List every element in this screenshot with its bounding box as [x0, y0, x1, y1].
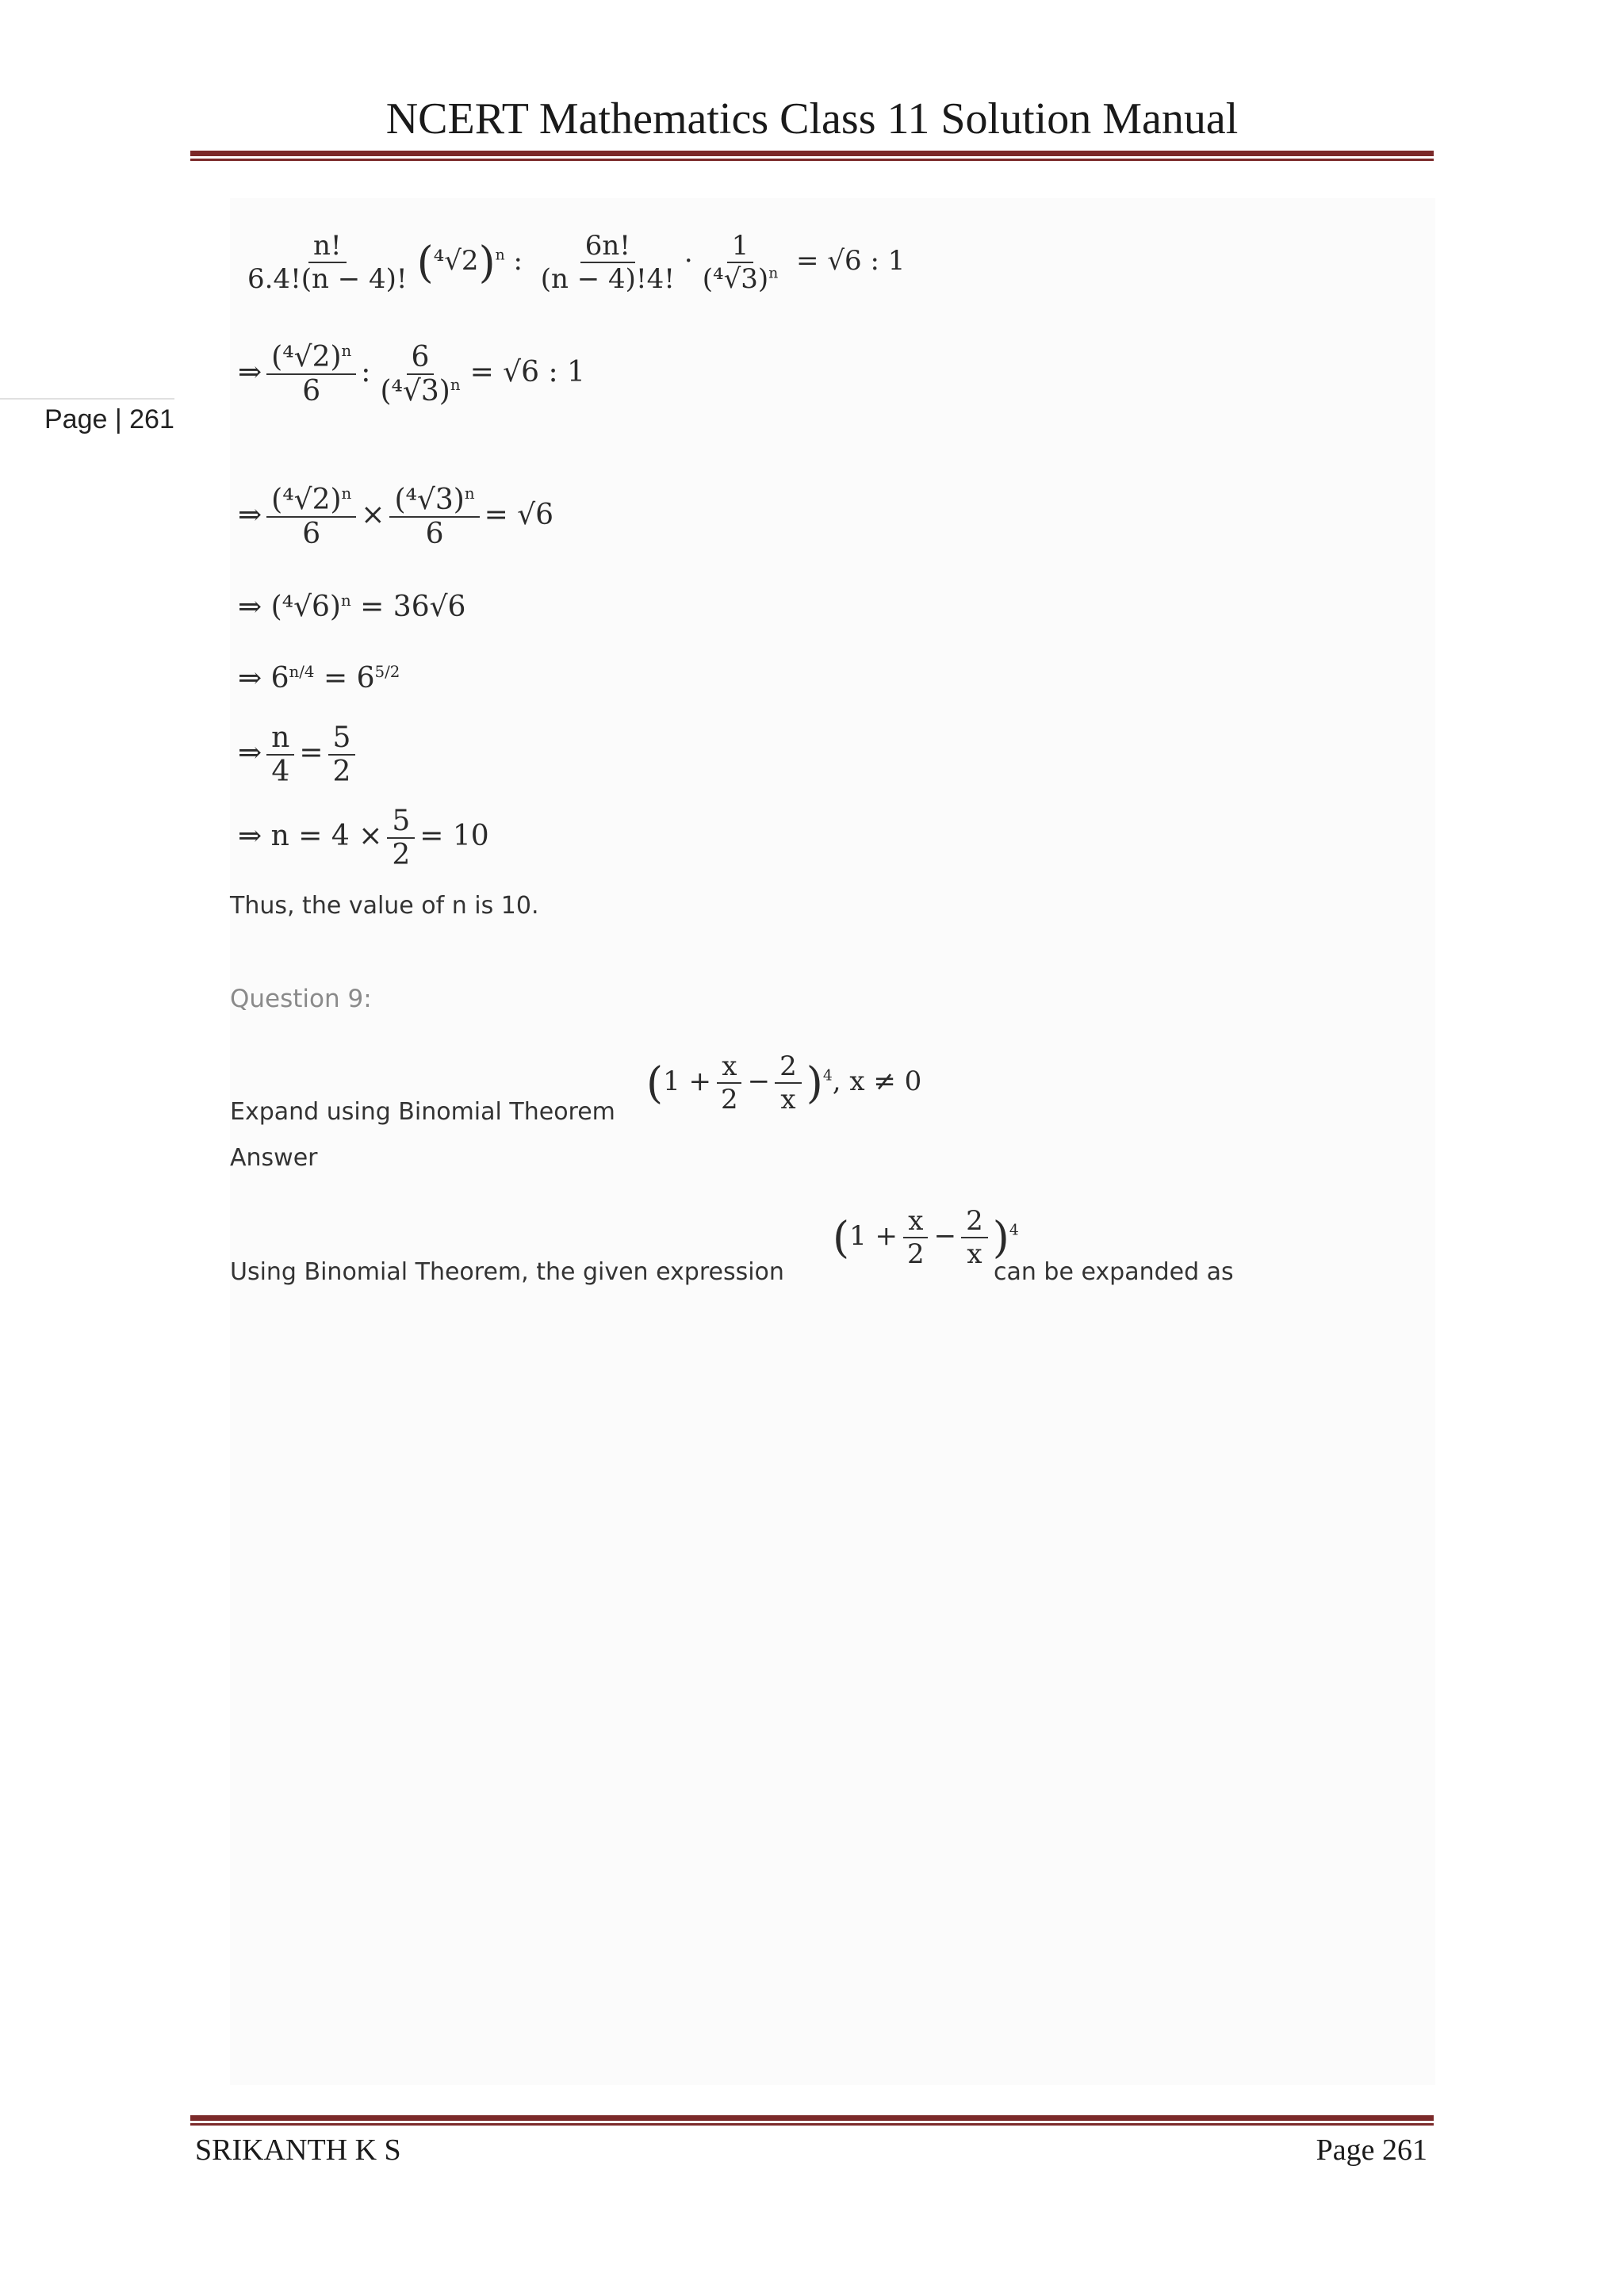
equation-2: ⇒ $\frac{(^4√2)^n}{6}$ : $\frac{6}{(^4√3)^n}$ = √6 : 1: [238, 341, 585, 408]
equation-4: ⇒ $(^4√6)^n = 36√6$: [238, 591, 466, 623]
equation-5: ⇒ $6^{n/4} = 6^{5/2}$: [238, 662, 400, 695]
page-header-title: NCERT Mathematics Class 11 Solution Manual: [385, 94, 1239, 144]
margin-page-label: Page | 261: [44, 404, 174, 434]
margin-divider: [0, 398, 174, 400]
footer-page-number: Page 261: [1316, 2133, 1427, 2167]
conclusion-text: Thus, the value of n is 10.: [230, 892, 539, 920]
question-expression: (1 + $\frac{x}{2}$ − $\frac{2}{x}$ )$^4$, x ≠ 0: [646, 1050, 922, 1115]
footer-rule-thin: [190, 2123, 1434, 2126]
question-label: Question 9:: [230, 985, 372, 1013]
equation-7: ⇒ n = 4 × $\frac{5}{2}$ = 10: [238, 805, 489, 871]
question-text: Expand using Binomial Theorem: [230, 1098, 615, 1126]
answer-text-before: Using Binomial Theorem, the given expression: [230, 1258, 784, 1286]
footer-author: SRIKANTH K S: [195, 2133, 401, 2167]
answer-text-after: can be expanded as: [994, 1258, 1234, 1286]
equation-1: $\frac{n!}{6.4!(n - 4)!}$ $(^4√2)^n$ : $\frac{6n!}{(n - 4)!4!}$ · $\frac{1}{(^4√3)^n}$ = √6 : 1: [247, 230, 906, 295]
equation-6: ⇒ $\frac{n}{4}$ = $\frac{5}{2}$: [238, 721, 360, 788]
answer-expression: (1 + $\frac{x}{2}$ − $\frac{2}{x}$ )$^4$: [833, 1205, 1019, 1270]
header-rule-thick: [190, 151, 1434, 156]
header-rule-thin: [190, 159, 1434, 161]
answer-label: Answer: [230, 1144, 318, 1172]
equation-3: ⇒ $\frac{(^4√2)^n}{6}$ × $\frac{(^4√3)^n}{6}$ = √6: [238, 484, 554, 550]
content-area: [230, 198, 1435, 2085]
footer-rule-thick: [190, 2115, 1434, 2121]
